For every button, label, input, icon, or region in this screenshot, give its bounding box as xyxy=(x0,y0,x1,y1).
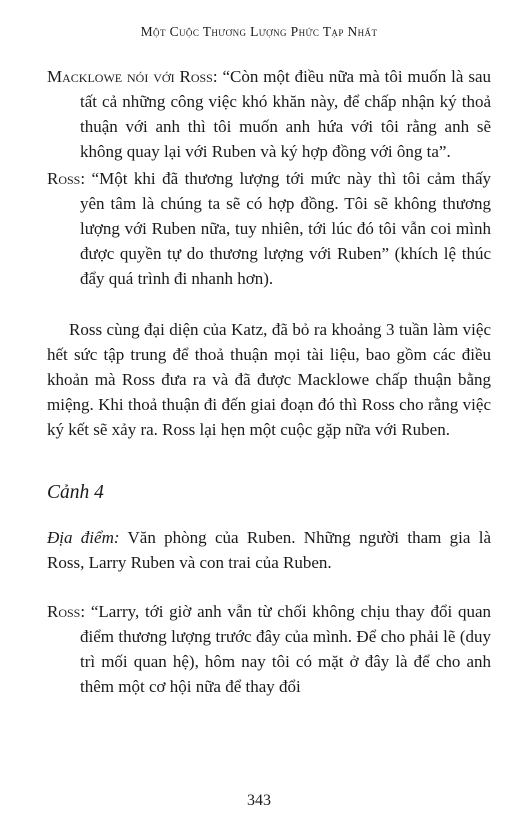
location-text: Văn phòng của Ruben. Những người tham gia là Ross, Larry Ruben và con trai của Ruben. xyxy=(47,528,491,572)
speaker-label: Ross: xyxy=(47,169,86,188)
page-body xyxy=(47,64,491,699)
dialogue-ross-1 xyxy=(47,166,491,291)
dialogue-ross-2 xyxy=(47,599,491,699)
speaker-label: Macklowe nói với Ross: xyxy=(47,67,218,86)
location-label: Địa điểm: xyxy=(47,528,120,547)
speaker-label: Ross: xyxy=(47,602,86,621)
narrative-paragraph: Ross cùng đại diện của Katz, đã bỏ ra khoảng 3 tuần làm việc hết sức tập trung để thoả thuận mọi tài liệu, bao gồm các điều khoản mà Ross đưa ra và đã được Macklowe chấp thuận bằng miệng. Khi thoả thuận đi đến giai đoạn đó thì Ross cho rằng việc ký kết sẽ xảy ra. Ross lại hẹn một cuộc gặp nữa với Ruben. xyxy=(47,320,491,439)
dialogue-text: “Còn một điều nữa mà tôi muốn là sau tất cả những công việc khó khăn này, để chấp nhận ký thoả thuận với anh thì tôi muốn anh hứa với tôi rằng anh sẽ không quay lại với Ruben và ký hợp đồng với ông ta”. xyxy=(80,67,492,161)
dialogue-text: “Larry, tới giờ anh vẫn từ chối không chịu thay đổi quan điểm thương lượng trước đây của mình. Để cho phải lẽ (duy trì mối quan hệ), hôm nay tôi có mặt ở đây là để cho anh thêm một cơ hội nữa để thay đổi xyxy=(80,602,491,696)
dialogue-text: “Một khi đã thương lượng tới mức này thì tôi cảm thấy yên tâm là chúng ta sẽ có hợp đồng. Tôi sẽ không thương lượng với Ruben nữa, tuy nhiên, tới lúc đó tôi vẫn coi mình được quyền tự do thương lượng với Ruben” (khích lệ thúc đẩy quá trình đi nhanh hơn). xyxy=(80,169,492,288)
running-header: Một Cuộc Thương Lượng Phức Tạp Nhất xyxy=(140,24,378,39)
page-number: 343 xyxy=(247,792,271,809)
scene-location xyxy=(47,525,491,575)
scene-heading: Cảnh 4 xyxy=(47,482,104,503)
dialogue-macklowe xyxy=(47,64,491,164)
